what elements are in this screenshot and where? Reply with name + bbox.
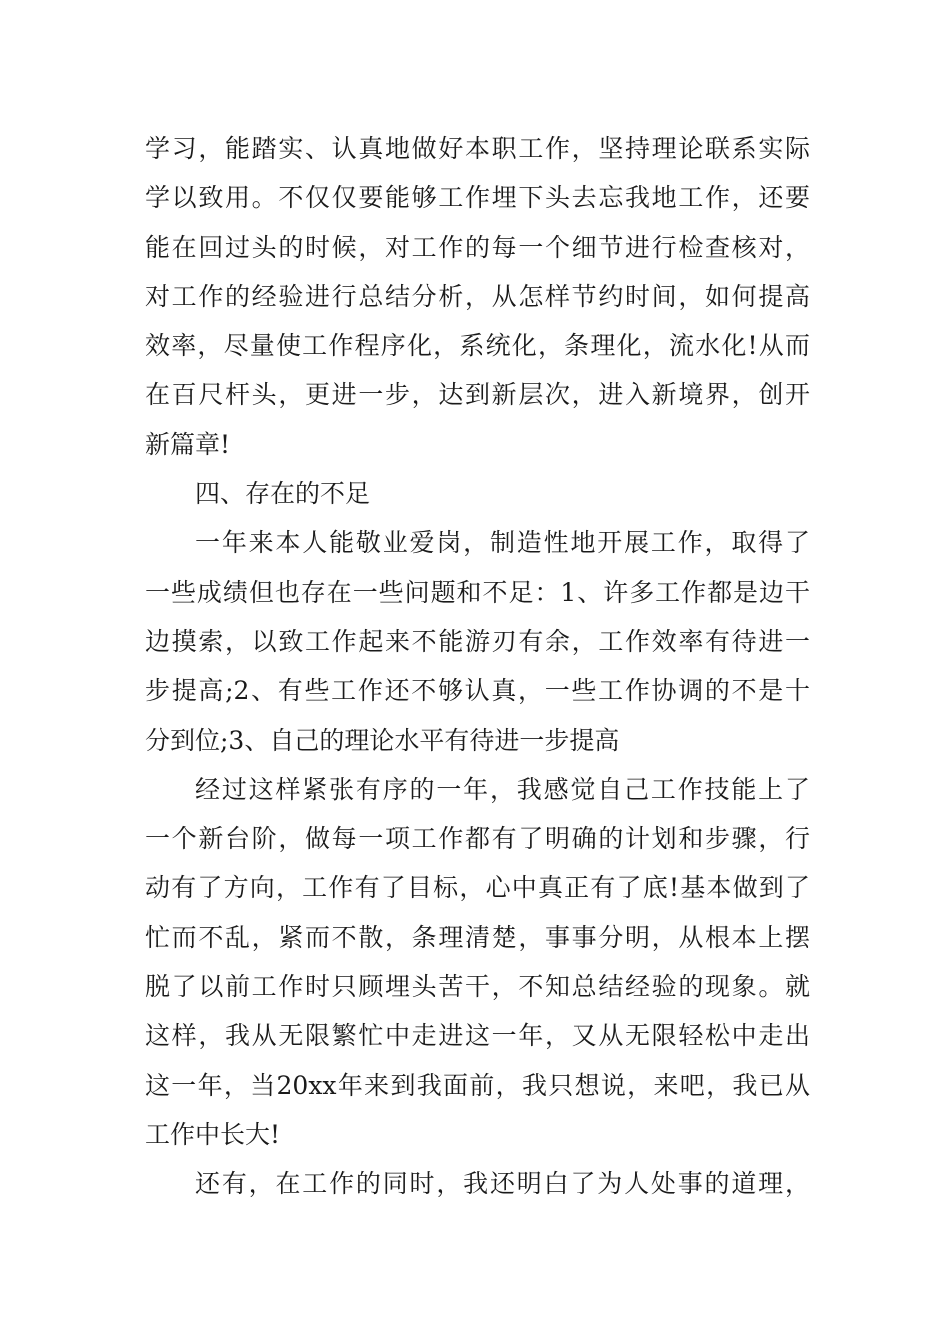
paragraph-line: 分到位;3、自己的理论水平有待进一步提高 (145, 725, 620, 755)
paragraph-line: 一个新台阶，做每一项工作都有了明确的计划和步骤，行 (145, 824, 810, 854)
paragraph-line: 一年来本人能敬业爱岗，制造性地开展工作，取得了 (195, 528, 810, 558)
paragraph-line: 脱了以前工作时只顾埋头苦干，不知总结经验的现象。就 (145, 972, 810, 1002)
paragraph-line: 工作中长大! (145, 1119, 281, 1149)
paragraph-line: 这一年，当20xx年来到我面前，我只想说，来吧，我已从 (145, 1070, 810, 1100)
paragraph-line: 边摸索，以致工作起来不能游刃有余，工作效率有待进一 (145, 626, 810, 656)
paragraph-line: 对工作的经验进行总结分析，从怎样节约时间，如何提高 (145, 281, 810, 311)
paragraph-line: 学以致用。不仅仅要能够工作埋下头去忘我地工作，还要 (145, 183, 810, 213)
paragraph-line: 效率，尽量使工作程序化，系统化，条理化，流水化!从而 (145, 331, 810, 361)
document-body (145, 124, 810, 1209)
paragraph-line: 这样，我从无限繁忙中走进这一年，又从无限轻松中走出 (145, 1021, 810, 1051)
paragraph-line: 学习，能踏实、认真地做好本职工作，坚持理论联系实际 (145, 134, 810, 163)
paragraph-line: 能在回过头的时候，对工作的每一个细节进行检查核对， (145, 232, 810, 262)
paragraph-line: 动有了方向，工作有了目标，心中真正有了底!基本做到了 (145, 873, 810, 903)
paragraph-line: 还有，在工作的同时，我还明白了为人处事的道理， (195, 1169, 810, 1199)
section-heading: 四、存在的不足 (195, 479, 371, 509)
paragraph-line: 在百尺杆头，更进一步，达到新层次，进入新境界，创开 (145, 380, 810, 410)
paragraph-line: 忙而不乱，紧而不散，条理清楚，事事分明，从根本上摆 (145, 922, 810, 952)
paragraph-line: 步提高;2、有些工作还不够认真，一些工作协调的不是十 (145, 676, 810, 706)
paragraph-line: 一些成绩但也存在一些问题和不足：1、许多工作都是边干 (145, 577, 810, 607)
paragraph-line: 经过这样紧张有序的一年，我感觉自己工作技能上了 (195, 774, 810, 804)
paragraph-line: 新篇章! (145, 429, 231, 459)
